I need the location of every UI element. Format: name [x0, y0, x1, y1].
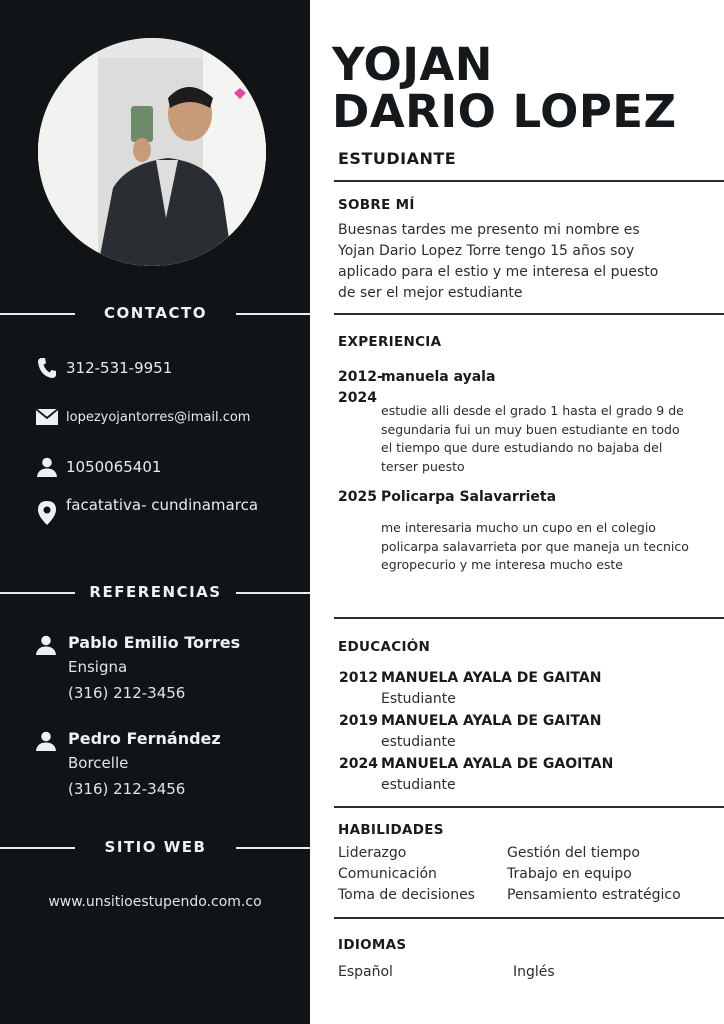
references-heading [0, 582, 310, 602]
website-url[interactable]: www.unsitioestupendo.com.co [48, 894, 262, 910]
job-title: ESTUDIANTE [338, 149, 457, 168]
about-line: Yojan Dario Lopez Torre tengo 15 años soy [338, 243, 635, 259]
last-name: DARIO LOPEZ [332, 85, 677, 138]
skill-item: Comunicación [338, 866, 437, 882]
person-icon [36, 635, 58, 657]
contact-email [36, 404, 250, 430]
experience-description [381, 402, 701, 476]
experience-year-end: 2024 [338, 390, 377, 406]
contact-id [36, 454, 161, 480]
desc-line: policarpa salavarrieta por que maneja un tecnico [381, 538, 689, 554]
location-text: facatativa- cundinamarca [66, 496, 259, 514]
about-line: aplicado para el estio y me interesa el puesto [338, 264, 659, 280]
contact-heading-label: CONTACTO [104, 304, 207, 322]
phone-icon [36, 357, 58, 379]
skill-item: Toma de decisiones [338, 887, 475, 903]
language-item: Español [338, 964, 393, 980]
languages-heading: IDIOMAS [338, 937, 407, 953]
experience-title: Policarpa Salavarrieta [381, 489, 557, 505]
divider [334, 617, 724, 619]
first-name: YOJAN [332, 38, 493, 91]
desc-line: egropecurio y me interesa mucho este [381, 557, 623, 572]
references-heading-label: REFERENCIAS [89, 583, 222, 601]
desc-line: terser puesto [381, 458, 465, 474]
language-item: Inglés [513, 964, 555, 980]
person-icon [36, 731, 58, 753]
experience-title: manuela ayala [381, 369, 496, 385]
desc-line: me interesaria mucho un cupo en el colegio [381, 520, 656, 535]
about-text [338, 220, 710, 304]
education-heading: EDUCACIÓN [338, 639, 431, 655]
desc-line: el tiempo que dure estudiando no bajaba del [381, 440, 663, 455]
about-line: de ser el mejor estudiante [338, 285, 523, 301]
divider [334, 180, 724, 182]
skill-item: Liderazgo [338, 845, 407, 861]
education-degree: estudiante [381, 734, 456, 750]
person-icon [36, 456, 58, 478]
desc-line: segundaria fui un muy buen estudiante en todo [381, 421, 680, 437]
map-pin-icon [36, 502, 58, 524]
experience-heading: EXPERIENCIA [338, 334, 442, 350]
education-year: 2024 [339, 756, 378, 772]
envelope-icon [36, 406, 58, 428]
experience-year-start: 2012- [338, 369, 383, 385]
contact-heading [0, 303, 310, 323]
reference-name: Pedro Fernández [68, 729, 221, 748]
reference-company: Ensigna [68, 658, 128, 676]
website-heading [0, 837, 310, 857]
phone-text: 312-531-9951 [66, 359, 173, 377]
skill-item: Pensamiento estratégico [507, 887, 681, 903]
email-text: lopezyojantorres@imail.com [66, 409, 251, 425]
education-degree: Estudiante [381, 691, 456, 707]
experience-description [381, 519, 701, 575]
about-line: Buesnas tardes me presento mi nombre es [338, 222, 640, 238]
divider [334, 806, 724, 808]
education-degree: estudiante [381, 777, 456, 793]
education-school: MANUELA AYALA DE GAITAN [381, 670, 602, 686]
sidebar [0, 0, 310, 1024]
contact-location [36, 496, 259, 526]
website-heading-label: SITIO WEB [104, 838, 207, 856]
skill-item: Trabajo en equipo [507, 866, 632, 882]
education-school: MANUELA AYALA DE GAITAN [381, 713, 602, 729]
skills-heading: HABILIDADES [338, 822, 444, 838]
education-school: MANUELA AYALA DE GAOITAN [381, 756, 614, 772]
education-year: 2019 [339, 713, 378, 729]
divider [334, 917, 724, 919]
reference-phone: (316) 212-3456 [68, 780, 186, 798]
education-year: 2012 [339, 670, 378, 686]
reference-name: Pablo Emilio Torres [68, 633, 241, 652]
reference-phone: (316) 212-3456 [68, 684, 186, 702]
experience-year-start: 2025 [338, 489, 377, 505]
profile-photo [38, 38, 266, 266]
divider [334, 313, 724, 315]
desc-line: estudie alli desde el grado 1 hasta el grado 9 de [381, 403, 684, 418]
id-text: 1050065401 [66, 458, 162, 476]
reference-company: Borcelle [68, 754, 129, 772]
skill-item: Gestión del tiempo [507, 845, 640, 861]
contact-phone [36, 355, 172, 381]
about-heading: SOBRE MÍ [338, 197, 415, 213]
